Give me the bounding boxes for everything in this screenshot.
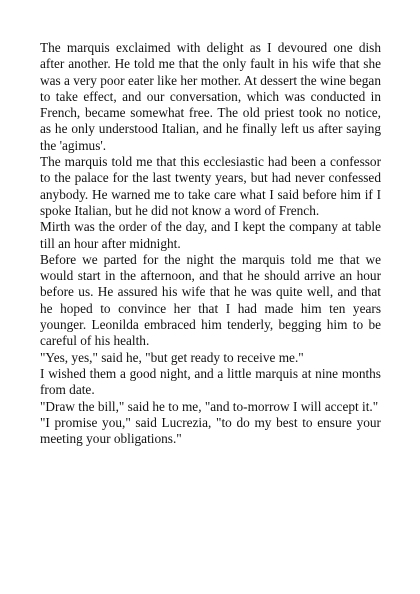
- paragraph: I wished them a good night, and a little marquis at nine months from date.: [40, 365, 381, 398]
- paragraph: Mirth was the order of the day, and I kept the company at table till an hour after midnight.: [40, 219, 381, 251]
- paragraph: The marquis exclaimed with delight as I devoured one dish after another. He told me that the only fault in his wife that she was a very poor eater like her mother. At dessert the wine began to take effect, and our conversation, which was conducted in French, became somewhat free. The old priest took no notice, as he only understood Italian, and he finally left us after saying the 'agimus'.: [40, 40, 381, 153]
- paragraph: "Yes, yes," said he, "but get ready to receive me.": [40, 349, 304, 365]
- document-page: [40, 40, 381, 447]
- paragraph: "Draw the bill," said he to me, "and to-morrow I will accept it.": [40, 398, 379, 414]
- paragraph: The marquis told me that this ecclesiastic had been a confessor to the palace for the last twenty years, but had never confessed anybody. He warned me to take care what I said before him if I spoke Italian, but he did not know a word of French.: [40, 154, 381, 218]
- paragraph: "I promise you," said Lucrezia, "to do my best to ensure your meeting your obligations.": [40, 414, 381, 447]
- paragraph: Before we parted for the night the marquis told me that we would start in the afternoon, and that he should arrive an hour before us. He assured his wife that he was quite well, and that he hoped to convince her that I had made him ten years younger. Leonilda embraced him tenderly, begging him to be careful of his health.: [40, 251, 381, 349]
